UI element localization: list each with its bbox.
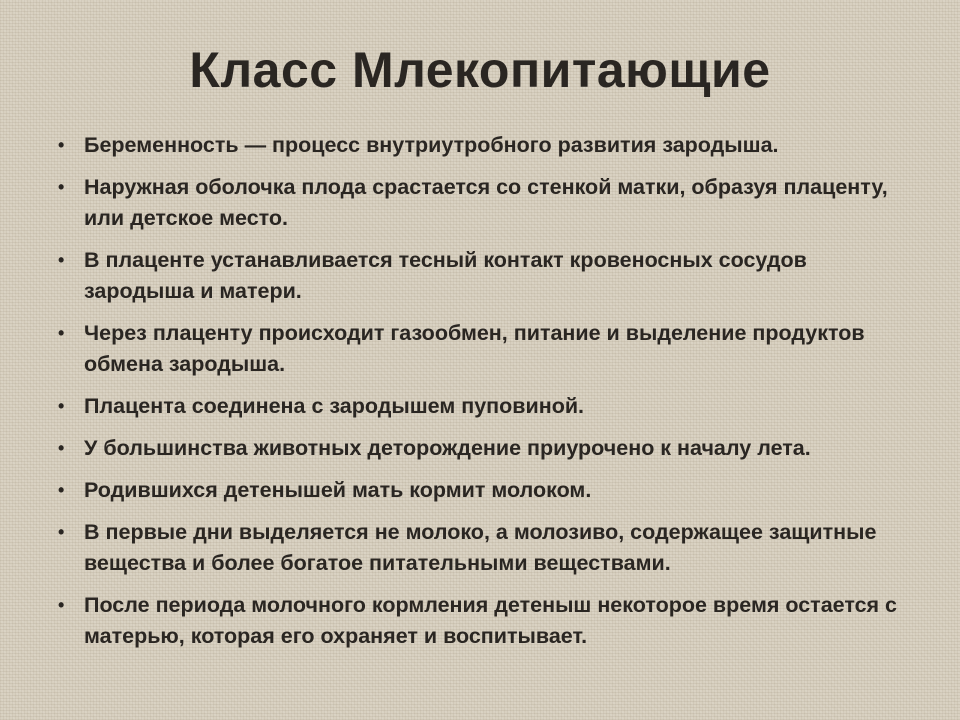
bullet-icon: • bbox=[58, 250, 65, 270]
bullet-text: Наружная оболочка плода срастается со стенкой матки, образуя плаценту, или детское место. bbox=[84, 175, 888, 230]
bullet-text: Беременность — процесс внутриутробного развития зародыша. bbox=[84, 133, 779, 157]
slide-title: Класс Млекопитающие bbox=[189, 42, 771, 98]
bullet-text: В плаценте устанавливается тесный контакт кровеносных сосудов зародыша и матери. bbox=[84, 248, 807, 303]
bullet-icon: • bbox=[58, 135, 65, 155]
bullet-item bbox=[56, 172, 916, 234]
bullet-text: После периода молочного кормления детеныш некоторое время остается с матерью, которая его охраняет и воспитывает. bbox=[84, 593, 898, 648]
bullet-item bbox=[56, 517, 916, 579]
bullet-item bbox=[56, 391, 916, 422]
bullet-icon: • bbox=[58, 396, 65, 416]
bullet-list bbox=[56, 130, 916, 663]
bullet-text: Плацента соединена с зародышем пуповиной. bbox=[84, 394, 585, 418]
bullet-icon: • bbox=[58, 595, 65, 615]
bullet-item bbox=[56, 475, 916, 506]
bullet-icon: • bbox=[58, 480, 65, 500]
bullet-text: В первые дни выделяется не молоко, а молозиво, содержащее защитные вещества и более богатое питательными веществами. bbox=[84, 520, 877, 575]
bullet-item bbox=[56, 245, 916, 307]
bullet-item bbox=[56, 318, 916, 380]
bullet-icon: • bbox=[58, 177, 65, 197]
bullet-item bbox=[56, 433, 916, 464]
bullet-icon: • bbox=[58, 323, 65, 343]
bullet-text: У большинства животных деторождение приурочено к началу лета. bbox=[84, 436, 811, 460]
bullet-text: Родившихся детенышей мать кормит молоком. bbox=[84, 478, 592, 502]
bullet-item bbox=[56, 130, 916, 161]
bullet-icon: • bbox=[58, 438, 65, 458]
bullet-icon: • bbox=[58, 522, 65, 542]
bullet-text: Через плаценту происходит газообмен, питание и выделение продуктов обмена зародыша. bbox=[84, 321, 865, 376]
bullet-item bbox=[56, 590, 916, 652]
